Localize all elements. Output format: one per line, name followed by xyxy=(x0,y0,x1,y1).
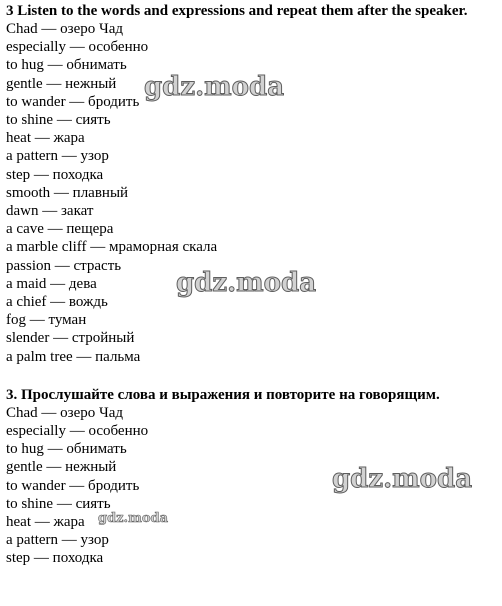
vocab-item: a chief — вождь xyxy=(6,294,108,311)
vocab-item: a cave — пещера xyxy=(6,221,114,238)
vocab-item: passion — страсть xyxy=(6,257,122,274)
vocab-item: to shine — сиять xyxy=(6,112,111,129)
vocab-item: to hug — обнимать xyxy=(6,441,127,458)
vocab-item: heat — жара xyxy=(6,514,85,531)
section-spacer xyxy=(6,366,500,386)
vocab-item: step — походка xyxy=(6,550,104,567)
vocab-item: gentle — нежный xyxy=(6,75,117,92)
vocabulary-list-russian xyxy=(6,404,500,568)
vocab-item: to shine — сиять xyxy=(6,495,111,512)
vocab-item: a maid — дева xyxy=(6,275,97,292)
watermark: gdz.moda xyxy=(98,511,169,526)
vocab-item: dawn — закат xyxy=(6,203,94,220)
vocab-item: a palm tree — пальма xyxy=(6,348,141,365)
watermark: gdz.moda xyxy=(332,464,473,494)
vocab-item: smooth — плавный xyxy=(6,184,129,201)
vocab-item: a pattern — узор xyxy=(6,148,109,165)
vocab-item: to wander — бродить xyxy=(6,93,140,110)
vocab-item: Chad — озеро Чад xyxy=(6,21,124,37)
vocab-item: Chad — озеро Чад xyxy=(6,404,124,421)
vocab-item: a marble cliff — мраморная скала xyxy=(6,239,218,256)
vocab-item: gentle — нежный xyxy=(6,459,117,476)
exercise-heading-english: 3 Listen to the words and expressions and repeat them after the speaker. xyxy=(6,3,468,19)
vocab-item: step — походка xyxy=(6,166,104,183)
watermark: gdz.moda xyxy=(176,268,317,298)
vocab-item: to hug — обнимать xyxy=(6,57,127,74)
vocab-item: to wander — бродить xyxy=(6,477,140,494)
vocab-item: especially — особенно xyxy=(6,423,149,440)
exercise-heading-russian: 3. Прослушайте слова и выражения и повторите на говорящим. xyxy=(6,386,440,403)
vocab-item: slender — стройный xyxy=(6,330,135,347)
vocab-item: heat — жара xyxy=(6,130,85,147)
vocab-item: fog — туман xyxy=(6,312,87,329)
vocab-item: a pattern — узор xyxy=(6,532,109,549)
watermark: gdz.moda xyxy=(144,72,285,102)
document-body xyxy=(6,2,500,568)
vocab-item: especially — особенно xyxy=(6,39,149,56)
vocabulary-list-english xyxy=(6,20,500,366)
